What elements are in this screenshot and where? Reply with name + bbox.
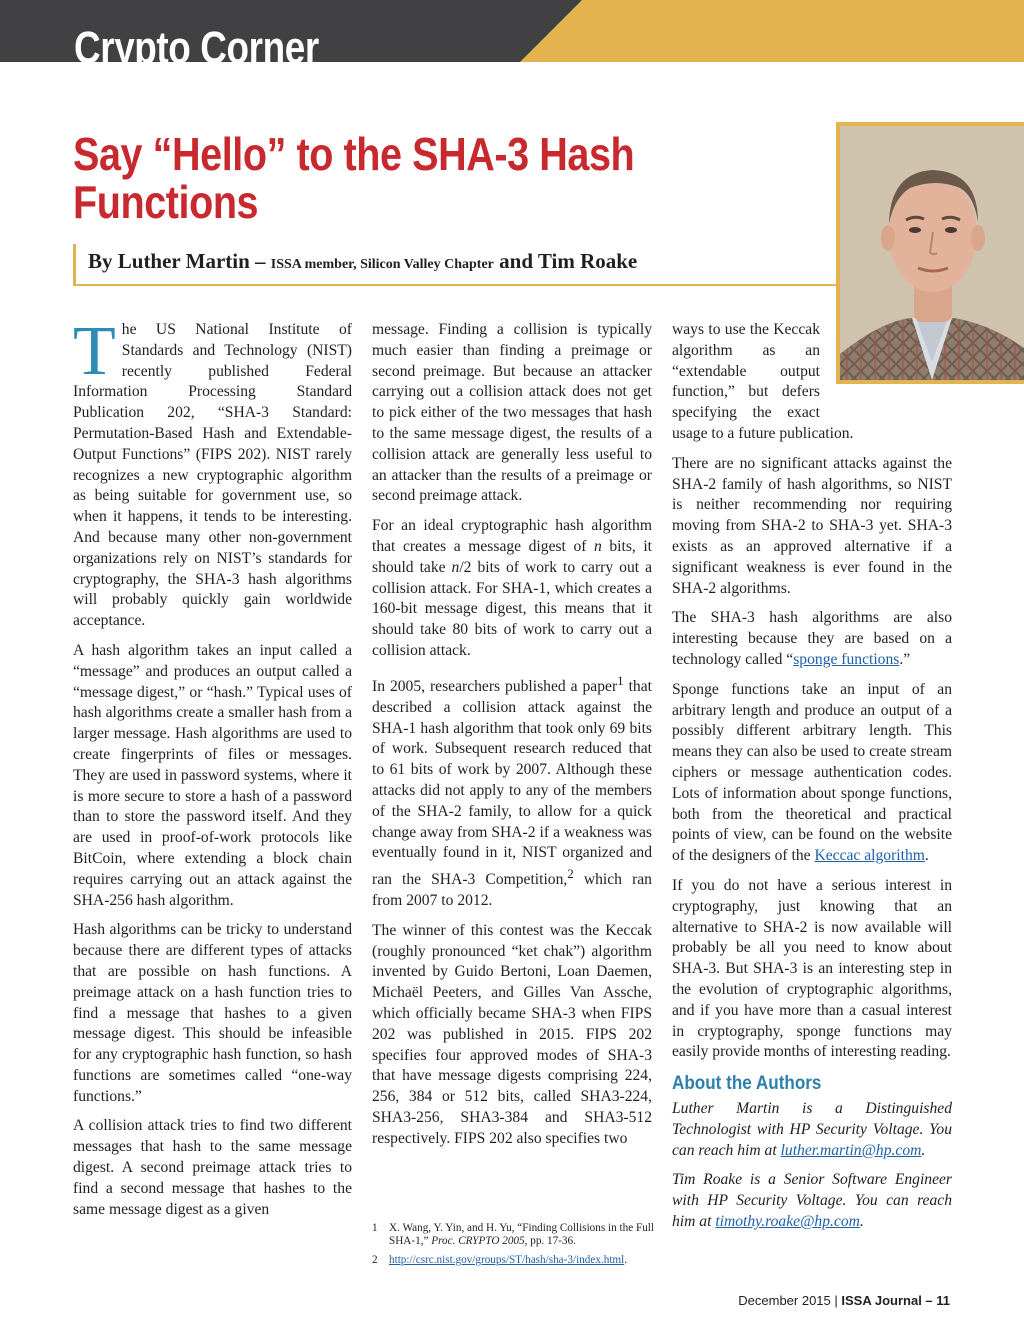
text-run: X. Wang, Y. Yin, and H. Yu, “Finding Collisions in the Full SHA-1,” — [389, 1222, 655, 1247]
text-run: . — [624, 1254, 628, 1266]
math-variable: n — [594, 537, 602, 555]
keccac-algorithm-link[interactable]: Keccac algorithm — [814, 847, 925, 865]
footnote-ref[interactable]: 1 — [617, 672, 624, 688]
text-run: which ran from 2007 to 2012. — [372, 871, 652, 910]
text-run: The SHA-3 hash algorithms are also interesting because they are based on a technology called “ — [672, 609, 952, 668]
footnote-ref[interactable]: 2 — [567, 866, 574, 882]
byline-affiliation: ISSA member, Silicon Valley Chapter — [270, 257, 494, 272]
paragraph — [372, 516, 652, 662]
drop-cap: T — [73, 313, 116, 390]
byline-dash: – — [249, 249, 271, 273]
paragraph: If you do not have a serious interest in cryptography, just knowing that an alternative to SHA-2 is now available will probably be all you need to know about SHA-3. But SHA-3 is an interesting step in the evolution of cryptographic algorithms, and if you have more than a casual interest in cryptography, sponge functions may easily provide months of interesting reading. — [672, 876, 952, 1061]
text-run: bits, it should take — [372, 537, 653, 576]
math-variable: n — [451, 558, 460, 576]
footnote-link[interactable]: http://csrc.nist.gov/groups/ST/hash/sha-3/index.html — [389, 1254, 625, 1266]
footer-journal: ISSA Journal – 11 — [841, 1293, 950, 1308]
paragraph: A collision attack tries to find two different messages that hash to the same message digest. A second preimage attack tries to find a second message that hashes to the same message digest as a given — [73, 1117, 352, 1218]
footnote — [372, 1254, 662, 1267]
column-3 — [672, 320, 952, 1242]
photo-wrap-space — [820, 320, 952, 404]
byline-author-2: and Tim Roake — [493, 249, 638, 273]
byline-author-1: By Luther Martin — [88, 249, 250, 273]
text-run: . — [924, 847, 929, 865]
paragraph — [372, 671, 652, 912]
footnote-number: 2 — [372, 1254, 378, 1266]
byline-accent-bar — [73, 244, 76, 286]
about-authors-heading: About the Authors — [672, 1073, 822, 1095]
paragraph: A hash algorithm takes an input called a “message” and produces an output called a “message digest,” or “hash.” Typical uses of hash algorithms create a smaller hash from a larger message. Hash algorithms are used to create fingerprints of files or messages. They are used in password systems, where it is more secure to store a hash of a password than to store the password itself. And they are used in proof-of-work protocols like BitCoin, where extending a block chain requires carrying out an attack against the SHA-256 hash algorithm. — [73, 641, 352, 909]
footnote-text — [389, 1254, 627, 1267]
email-link[interactable]: timothy.roake@hp.com — [715, 1213, 860, 1231]
page-footer — [738, 1293, 950, 1308]
paragraph: There are no significant attacks against the SHA-2 family of hash algorithms, so NIST is neither recommending nor requiring moving from SHA-2 to SHA-3 yet. SHA-3 exists as an approved alternative if a significant weakness is ever found in the SHA-2 algorithms. — [672, 454, 952, 597]
article-title: Say “Hello” to the SHA-3 Hash Functions — [73, 128, 635, 228]
footnote-text — [389, 1222, 662, 1248]
paragraph — [73, 313, 352, 632]
author-bio — [672, 1099, 952, 1161]
text-run: For an ideal cryptographic hash algorithm that creates a message digest of — [372, 517, 652, 555]
paragraph-text: he US National Institute of Standards and Technology (NIST) recently published Federal Information Processing Standard Publication 202, “SHA-3 Standard: Permutation-Based Hash and Extendable-Output Functions” (FIPS 202). NIST rarely recognizes a new cryptographic algorithm as being suitable for government use, so when it happens, it tends to be interesting. And because many other non-government organizations rely on NIST’s standards for cryptography, the SHA-3 hash algorithms will probably quickly gain worldwide acceptance. — [73, 321, 352, 630]
section-label: Crypto Corner — [74, 22, 319, 73]
paragraph: The winner of this contest was the Keccak (roughly pronounced “ket chak”) algorithm invented by Guido Bertoni, Loan Daemen, Michaël Peeters, and Gilles Van Assche, which officially became SHA-3 when FIPS 202 was published in 2015. FIPS 202 specifies four approved modes of SHA-3 that have message digests comprising 224, 256, 384 or 512 bits, called SHA3-224, SHA3-256, SHA3-384 and SHA3-512 respectively. FIPS 202 also specifies two — [372, 921, 652, 1147]
paragraph: ways to use the Keccak algorithm as an “extendable output function,” but defers specifying the exact usage to a future publication. — [672, 321, 854, 442]
text-run: /2 bits of work to carry out a collision attack. For SHA-1, which creates a 160-bit message digest, this means that it should take 80 bits of work to carry out a collision attack. — [372, 558, 652, 659]
footnote — [372, 1222, 662, 1248]
text-run: .” — [899, 650, 911, 668]
paragraph: message. Finding a collision is typically much easier than finding a preimage or second preimage. But because an attacker carrying out a collision attack does not get to pick either of the two messages that hash to the same message digest, the results of a collision attack are generally less useful to an attacker than the results of a preimage or second preimage attack. — [372, 321, 652, 505]
citation-title: Proc. CRYPTO 2005 — [431, 1235, 525, 1247]
footer-date: December 2015 | — [738, 1293, 842, 1308]
byline — [88, 248, 637, 278]
text-run: . — [921, 1141, 926, 1159]
text-run: . — [859, 1213, 864, 1231]
email-link[interactable]: luther.martin@hp.com — [780, 1141, 922, 1159]
sponge-functions-link[interactable]: sponge functions — [793, 650, 900, 668]
text-run: In 2005, researchers published a paper — [372, 677, 618, 695]
text-run: Tim Roake is a Senior Software Engineer with HP Security Voltage. You can reach him at — [672, 1171, 952, 1231]
text-run: Sponge functions take an input of an arbitrary length and produce an output of a possibly different arbitrary length. This means they can also be used to create stream ciphers or message authentication codes. Lots of information about sponge functions, both from the theoretical and practical points of view, can be found on the website of the designers of the — [672, 680, 952, 865]
text-run: that described a collision attack against the SHA-1 hash algorithm that took only 69 bits of work. Subsequent research reduced that to 61 bits of work by 2007. Although these attacks did not apply to any of the members of the SHA-2 family, to allow for a quick change away from SHA-2 if a weakness was eventually found in it, NIST organized and ran the SHA-3 Competition, — [372, 677, 652, 889]
footnotes — [372, 1222, 662, 1273]
footnote-number: 1 — [372, 1222, 378, 1234]
column-2 — [372, 320, 652, 1159]
column-1 — [73, 313, 352, 1229]
text-run: , pp. 17-36. — [524, 1235, 576, 1247]
text-run: Luther Martin is a Distinguished Technologist with HP Security Voltage. You can reach him at — [672, 1100, 952, 1159]
paragraph — [672, 680, 952, 867]
author-bio — [672, 1170, 952, 1232]
paragraph — [672, 608, 952, 670]
byline-rule — [73, 284, 844, 286]
paragraph: Hash algorithms can be tricky to understand because there are different types of attacks that are possible on hash functions. A preimage attack on a hash function tries to find a message that hashes to a given message digest. This should be infeasible for any cryptographic hash function, so hash functions are sometimes called “one-way functions.” — [73, 921, 352, 1105]
